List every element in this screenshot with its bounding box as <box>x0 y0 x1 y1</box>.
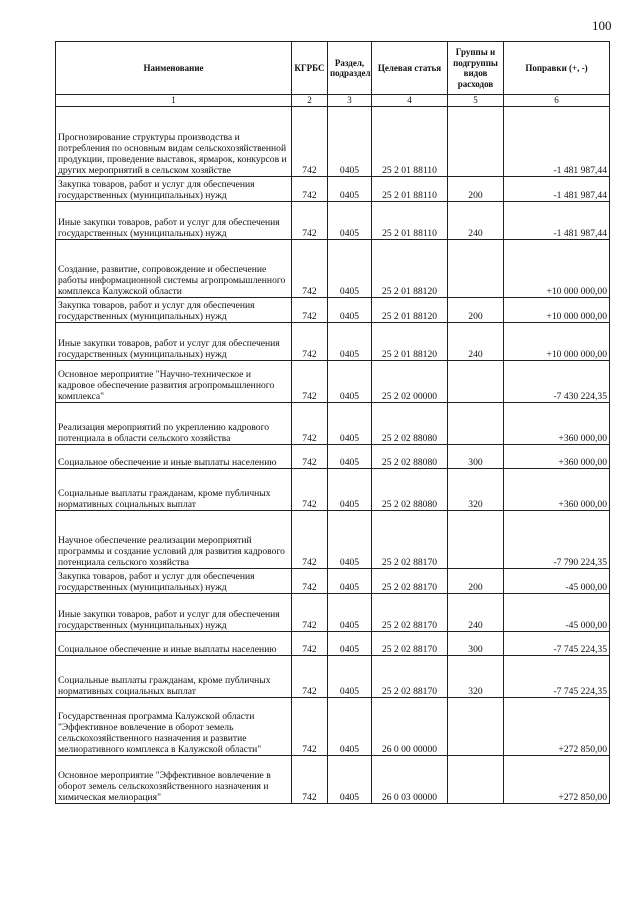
row-amount: +10 000 000,00 <box>504 240 610 298</box>
column-number: 5 <box>448 95 504 107</box>
row-group <box>448 403 504 445</box>
row-article: 25 2 01 88110 <box>372 177 448 202</box>
row-article: 25 2 01 88110 <box>372 202 448 240</box>
table-row <box>56 107 610 177</box>
row-article: 25 2 02 88170 <box>372 594 448 632</box>
row-amount: -1 481 987,44 <box>504 202 610 240</box>
row-kgrbs: 742 <box>292 177 328 202</box>
table-row <box>56 177 610 202</box>
row-section: 0405 <box>328 656 372 698</box>
row-article: 25 2 01 88120 <box>372 323 448 361</box>
row-section: 0405 <box>328 107 372 177</box>
header-amount: Поправки (+, -) <box>504 42 610 95</box>
row-kgrbs: 742 <box>292 594 328 632</box>
row-name: Социальное обеспечение и иные выплаты населению <box>56 445 292 469</box>
row-article: 25 2 02 88080 <box>372 403 448 445</box>
row-article: 25 2 02 88080 <box>372 445 448 469</box>
row-name: Научное обеспечение реализации мероприятий программы и создание условий для развития кадрового потенциала сельского хозяйства <box>56 511 292 569</box>
row-kgrbs: 742 <box>292 632 328 656</box>
table-row <box>56 511 610 569</box>
row-amount: -1 481 987,44 <box>504 107 610 177</box>
row-group: 240 <box>448 323 504 361</box>
row-group: 320 <box>448 656 504 698</box>
row-section: 0405 <box>328 298 372 323</box>
table-row <box>56 469 610 511</box>
table-body <box>56 107 610 804</box>
row-kgrbs: 742 <box>292 756 328 804</box>
row-kgrbs: 742 <box>292 698 328 756</box>
row-section: 0405 <box>328 511 372 569</box>
row-article: 25 2 02 88170 <box>372 569 448 594</box>
row-group <box>448 240 504 298</box>
row-section: 0405 <box>328 177 372 202</box>
table-header-row <box>56 42 610 95</box>
row-article: 25 2 02 00000 <box>372 361 448 403</box>
row-name: Основное мероприятие "Научно-техническое и кадровое обеспечение развития агропромышленного комплекса" <box>56 361 292 403</box>
row-amount: -45 000,00 <box>504 569 610 594</box>
row-section: 0405 <box>328 202 372 240</box>
row-article: 26 0 03 00000 <box>372 756 448 804</box>
row-group <box>448 698 504 756</box>
row-kgrbs: 742 <box>292 403 328 445</box>
row-amount: -7 745 224,35 <box>504 632 610 656</box>
row-name: Закупка товаров, работ и услуг для обеспечения государственных (муниципальных) нужд <box>56 569 292 594</box>
row-kgrbs: 742 <box>292 361 328 403</box>
row-name: Иные закупки товаров, работ и услуг для обеспечения государственных (муниципальных) нужд <box>56 594 292 632</box>
table-row <box>56 323 610 361</box>
row-section: 0405 <box>328 594 372 632</box>
row-group <box>448 511 504 569</box>
row-name: Реализация мероприятий по укреплению кадрового потенциала в области сельского хозяйства <box>56 403 292 445</box>
row-group: 200 <box>448 569 504 594</box>
row-amount: -7 430 224,35 <box>504 361 610 403</box>
row-amount: -1 481 987,44 <box>504 177 610 202</box>
row-amount: +272 850,00 <box>504 698 610 756</box>
row-section: 0405 <box>328 632 372 656</box>
row-amount: +360 000,00 <box>504 445 610 469</box>
table-row <box>56 361 610 403</box>
row-section: 0405 <box>328 403 372 445</box>
header-article: Целевая статья <box>372 42 448 95</box>
row-section: 0405 <box>328 361 372 403</box>
row-article: 25 2 01 88110 <box>372 107 448 177</box>
row-kgrbs: 742 <box>292 569 328 594</box>
row-name: Прогнозирование структуры производства и потребления по основным видам сельскохозяйственной продукции, проведение выставок, ярмарок, конкурсов и других мероприятий в сельском хозяйстве <box>56 107 292 177</box>
row-article: 25 2 02 88170 <box>372 632 448 656</box>
row-amount: +360 000,00 <box>504 403 610 445</box>
row-kgrbs: 742 <box>292 240 328 298</box>
row-group <box>448 361 504 403</box>
column-number: 1 <box>56 95 292 107</box>
row-group: 200 <box>448 177 504 202</box>
row-article: 25 2 01 88120 <box>372 298 448 323</box>
row-kgrbs: 742 <box>292 511 328 569</box>
row-group: 240 <box>448 202 504 240</box>
row-kgrbs: 742 <box>292 202 328 240</box>
row-name: Социальное обеспечение и иные выплаты населению <box>56 632 292 656</box>
row-name: Государственная программа Калужской области "Эффективное вовлечение в оборот земель сельскохозяйственного назначения и развитие мелиоративного комплекса в Калужской области" <box>56 698 292 756</box>
column-number: 6 <box>504 95 610 107</box>
table-row <box>56 656 610 698</box>
row-name: Создание, развитие, сопровождение и обеспечение работы информационной системы агропромышленного комплекса Калужской области <box>56 240 292 298</box>
header-kgrbs: КГРБС <box>292 42 328 95</box>
row-name: Закупка товаров, работ и услуг для обеспечения государственных (муниципальных) нужд <box>56 298 292 323</box>
row-kgrbs: 742 <box>292 298 328 323</box>
row-amount: -45 000,00 <box>504 594 610 632</box>
row-section: 0405 <box>328 569 372 594</box>
table-row <box>56 403 610 445</box>
row-name: Социальные выплаты гражданам, кроме публичных нормативных социальных выплат <box>56 469 292 511</box>
row-group: 300 <box>448 445 504 469</box>
row-group <box>448 756 504 804</box>
row-group: 200 <box>448 298 504 323</box>
table-row <box>56 298 610 323</box>
row-name: Иные закупки товаров, работ и услуг для обеспечения государственных (муниципальных) нужд <box>56 323 292 361</box>
row-amount: +272 850,00 <box>504 756 610 804</box>
row-section: 0405 <box>328 445 372 469</box>
row-group <box>448 107 504 177</box>
column-number: 2 <box>292 95 328 107</box>
row-name: Иные закупки товаров, работ и услуг для обеспечения государственных (муниципальных) нужд <box>56 202 292 240</box>
table-row <box>56 698 610 756</box>
row-article: 25 2 02 88080 <box>372 469 448 511</box>
table-row <box>56 569 610 594</box>
column-number: 3 <box>328 95 372 107</box>
row-group: 300 <box>448 632 504 656</box>
column-number: 4 <box>372 95 448 107</box>
row-amount: +360 000,00 <box>504 469 610 511</box>
table-row <box>56 756 610 804</box>
row-section: 0405 <box>328 756 372 804</box>
table-row <box>56 632 610 656</box>
row-name: Социальные выплаты гражданам, кроме публичных нормативных социальных выплат <box>56 656 292 698</box>
row-kgrbs: 742 <box>292 445 328 469</box>
table-row <box>56 202 610 240</box>
row-amount: -7 790 224,35 <box>504 511 610 569</box>
row-kgrbs: 742 <box>292 656 328 698</box>
row-article: 25 2 02 88170 <box>372 511 448 569</box>
row-kgrbs: 742 <box>292 469 328 511</box>
row-article: 25 2 01 88120 <box>372 240 448 298</box>
row-amount: +10 000 000,00 <box>504 298 610 323</box>
row-amount: +10 000 000,00 <box>504 323 610 361</box>
row-article: 25 2 02 88170 <box>372 656 448 698</box>
header-group: Группы и подгруппы видов расходов <box>448 42 504 95</box>
table-row <box>56 594 610 632</box>
row-group: 320 <box>448 469 504 511</box>
column-numbers-row <box>56 95 610 107</box>
row-section: 0405 <box>328 698 372 756</box>
row-article: 26 0 00 00000 <box>372 698 448 756</box>
table-row <box>56 445 610 469</box>
row-name: Закупка товаров, работ и услуг для обеспечения государственных (муниципальных) нужд <box>56 177 292 202</box>
row-section: 0405 <box>328 240 372 298</box>
budget-amendments-table <box>55 41 610 804</box>
row-section: 0405 <box>328 469 372 511</box>
row-amount: -7 745 224,35 <box>504 656 610 698</box>
page-number: 100 <box>592 18 612 33</box>
row-kgrbs: 742 <box>292 323 328 361</box>
row-name: Основное мероприятие "Эффективное вовлечение в оборот земель сельскохозяйственного назначения и химическая мелиорация" <box>56 756 292 804</box>
row-section: 0405 <box>328 323 372 361</box>
row-group: 240 <box>448 594 504 632</box>
header-name: Наименование <box>56 42 292 95</box>
table-row <box>56 240 610 298</box>
header-section: Раздел, подраздел <box>328 42 372 95</box>
row-kgrbs: 742 <box>292 107 328 177</box>
